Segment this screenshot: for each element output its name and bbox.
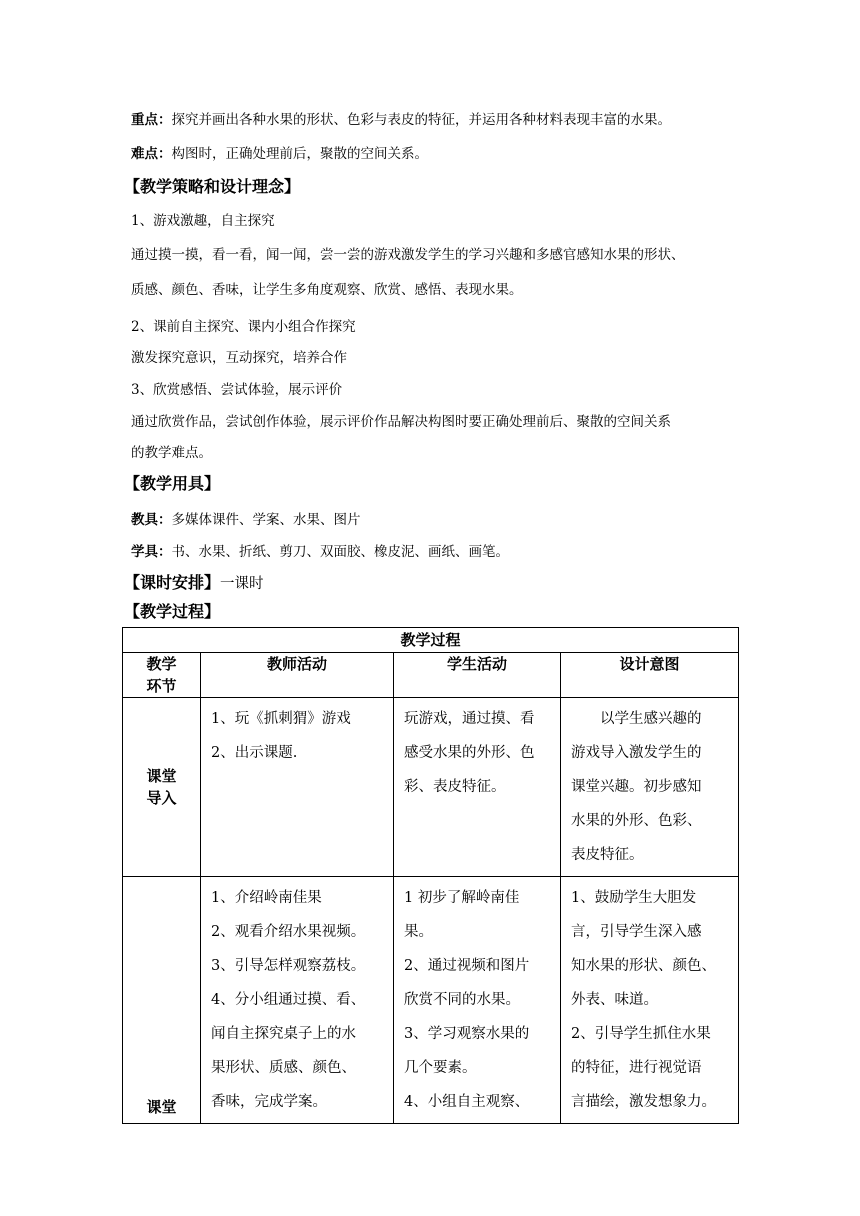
tools-heading: 【教学用具】 [124,474,221,493]
row1-design-line: 课堂兴趣。初步感知 [571,779,702,795]
key-point-text: 探究并画出各种水果的形状、色彩与表皮的特征，并运用各种材料表现丰富的水果。 [171,112,671,128]
teacher-tools-label: 教具： [131,512,172,528]
row2-teacher-line: 闻自主探究桌子上的水 [211,1026,356,1042]
row2-student-line: 4、小组自主观察、 [404,1094,530,1110]
row2-design-line: 言，引导学生深入感 [571,924,702,940]
row2-design-line: 1、鼓励学生大胆发 [571,890,697,906]
row2-teacher-line: 2、观看介绍水果视频。 [211,924,366,940]
row2-design-line: 言描绘，激发想象力。 [571,1094,716,1110]
schedule-line [124,574,264,593]
row2-design [561,877,739,1124]
header-stage-line-2: 环节 [146,677,177,695]
row1-stage [123,698,201,877]
strategy-item3-text-1: 通过欣赏作品，尝试创作体验，展示评价作品解决构图时要正确处理前后、聚散的空间关系 [131,414,671,430]
row2-teacher-line: 3、引导怎样观察荔枝。 [211,958,366,974]
row1-student-line: 彩、表皮特征。 [404,779,506,795]
strategy-item3-text-2: 的教学难点。 [131,445,212,461]
strategy-item2-title: 2、课前自主探究、课内小组合作探究 [131,319,356,335]
row2-teacher-line: 香味，完成学案。 [211,1094,327,1110]
strategy-item1-text-2: 质感、颜色、香味，让学生多角度观察、欣赏、感悟、表现水果。 [131,282,523,298]
schedule-heading: 【课时安排】 [124,573,221,592]
row2-stage: 课堂 [123,877,201,1124]
row2-student [394,877,561,1124]
strategy-item2-text: 激发探究意识，互动探究，培养合作 [131,350,347,366]
row2-design-line: 的特征，进行视觉语 [571,1060,702,1076]
difficult-point-text: 构图时，正确处理前后，聚散的空间关系。 [171,146,428,162]
row2-student-line: 几个要素。 [404,1060,477,1076]
header-design: 设计意图 [561,653,739,698]
header-teacher: 教师活动 [201,653,394,698]
row2-teacher-line: 1、介绍岭南佳果 [211,890,322,906]
student-tools-label: 学具： [131,544,172,560]
row1-stage-line-2: 导入 [146,789,177,807]
row2-student-line: 2、通过视频和图片 [404,958,530,974]
difficult-point-label: 难点： [131,146,172,162]
student-tools-line [131,543,509,561]
row2-design-line: 外表、味道。 [571,992,658,1008]
strategy-item1-text-1: 通过摸一摸，看一看，闻一闻，尝一尝的游戏激发学生的学习兴趣和多感官感知水果的形状、 [131,247,685,263]
row1-student [394,698,561,877]
row2-teacher-line: 果形状、质感、颜色、 [211,1060,356,1076]
process-heading: 【教学过程】 [124,602,221,621]
row2-student-line: 欣赏不同的水果。 [404,992,520,1008]
row1-teacher-line: 2、出示课题. [211,745,298,761]
header-student: 学生活动 [394,653,561,698]
row2-student-line: 1 初步了解岭南佳 [404,890,520,906]
key-point-label: 重点： [131,112,172,128]
row1-design-line: 表皮特征。 [571,847,644,863]
schedule-text: 一课时 [220,576,264,592]
key-point-line [131,111,671,129]
row1-teacher-line: 1、玩《抓刺猬》游戏 [211,711,351,727]
strategy-item3-title: 3、欣赏感悟、尝试体验，展示评价 [131,382,343,398]
teacher-tools-line [131,511,361,529]
strategy-item1-title: 1、游戏激趣，自主探究 [131,213,275,229]
table-caption: 教学过程 [123,628,739,653]
row2-teacher [201,877,394,1124]
row1-teacher [201,698,394,877]
row1-design-line: 水果的外形、色彩、 [571,813,702,829]
header-stage-line-1: 教学 [146,655,177,673]
teacher-tools-text: 多媒体课件、学案、水果、图片 [171,512,361,528]
row2-student-line: 果。 [404,924,433,940]
row1-student-line: 玩游戏，通过摸、看 [404,711,535,727]
row1-stage-line-1: 课堂 [146,767,177,785]
row1-design-line: 游戏导入激发学生的 [571,745,702,761]
row1-design-line: 以学生感兴趣的 [600,711,702,727]
row1-design [561,698,739,877]
lesson-process-table [122,627,739,1124]
row2-student-line: 3、学习观察水果的 [404,1026,530,1042]
row2-design-line: 2、引导学生抓住水果 [571,1026,711,1042]
student-tools-text: 书、水果、折纸、剪刀、双面胶、橡皮泥、画纸、画笔。 [171,544,509,560]
row2-teacher-line: 4、分小组通过摸、看、 [211,992,366,1008]
difficult-point-line [131,145,428,163]
row1-student-line: 感受水果的外形、色 [404,745,535,761]
table-row [123,698,739,877]
header-stage [123,653,201,698]
row2-design-line: 知水果的形状、颜色、 [571,958,716,974]
table-row [123,877,739,1124]
strategy-heading: 【教学策略和设计理念】 [124,177,301,196]
